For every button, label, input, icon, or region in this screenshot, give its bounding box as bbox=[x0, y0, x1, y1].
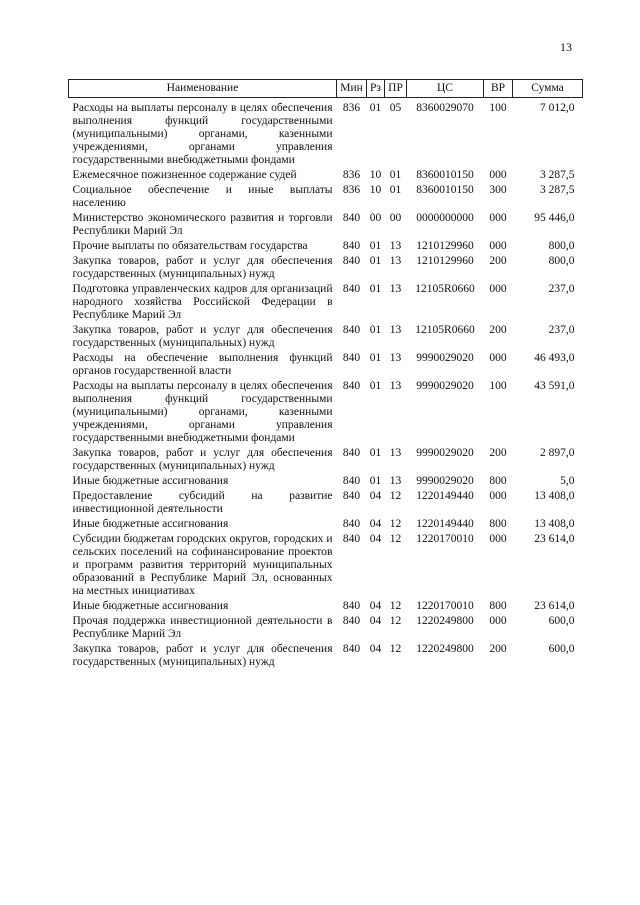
row-cs: 8360029070 bbox=[416, 102, 474, 114]
row-vr: 100 bbox=[489, 102, 507, 114]
header-rz: Рз bbox=[367, 80, 385, 98]
page-number: 13 bbox=[560, 40, 572, 54]
row-sum: 237,0 bbox=[548, 283, 575, 295]
row-pr: 13 bbox=[389, 352, 402, 364]
row-pr: 12 bbox=[389, 490, 402, 502]
row-name: Субсидии бюджетам городских округов, городских и сельских поселений на софинансирование проектов и программ развития территорий муниципальных образований в Республике Марий Эл, основанных на местных инициативах bbox=[72, 533, 333, 597]
row-pr: 13 bbox=[389, 447, 402, 459]
row-name: Закупка товаров, работ и услуг для обеспечения государственных (муниципальных) нужд bbox=[72, 255, 333, 280]
row-rz: 01 bbox=[369, 283, 382, 295]
table-row bbox=[69, 533, 583, 600]
row-pr: 01 bbox=[389, 169, 402, 181]
row-sum: 2 897,0 bbox=[540, 447, 575, 459]
row-name: Прочие выплаты по обязательствам государства bbox=[72, 240, 308, 252]
row-rz: 01 bbox=[369, 255, 382, 267]
row-name: Расходы на выплаты персоналу в целях обеспечения выполнения функций государственными (муниципальными) органами, казенными учреждениями, органами управления государственными внебюджетными фондами bbox=[72, 102, 333, 166]
table-row bbox=[69, 518, 583, 533]
row-vr: 000 bbox=[489, 533, 507, 545]
row-sum: 3 287,5 bbox=[540, 184, 575, 196]
row-min: 840 bbox=[342, 533, 361, 545]
row-sum: 800,0 bbox=[548, 255, 575, 267]
table-row bbox=[69, 283, 583, 324]
row-min: 840 bbox=[342, 212, 361, 224]
row-min: 836 bbox=[342, 102, 361, 114]
row-min: 840 bbox=[342, 475, 361, 487]
row-vr: 100 bbox=[489, 380, 507, 392]
row-rz: 01 bbox=[369, 380, 382, 392]
table-row bbox=[69, 475, 583, 490]
row-min: 840 bbox=[342, 490, 361, 502]
row-pr: 13 bbox=[389, 255, 402, 267]
row-cs: 1220249800 bbox=[416, 615, 474, 627]
row-rz: 04 bbox=[369, 533, 382, 545]
row-rz: 00 bbox=[369, 212, 382, 224]
table-row bbox=[69, 600, 583, 615]
row-pr: 12 bbox=[389, 615, 402, 627]
row-sum: 23 614,0 bbox=[534, 600, 575, 612]
table-row bbox=[69, 324, 583, 352]
table-row bbox=[69, 255, 583, 283]
row-vr: 200 bbox=[489, 324, 507, 336]
row-pr: 05 bbox=[389, 102, 402, 114]
table-row bbox=[69, 380, 583, 447]
row-cs: 1210129960 bbox=[416, 240, 474, 252]
header-cs: ЦС bbox=[407, 80, 484, 98]
table-row bbox=[69, 352, 583, 380]
row-vr: 800 bbox=[489, 475, 507, 487]
row-min: 840 bbox=[342, 380, 361, 392]
row-name: Социальное обеспечение и иные выплаты населению bbox=[72, 184, 333, 209]
row-min: 840 bbox=[342, 324, 361, 336]
row-cs: 8360010150 bbox=[416, 169, 474, 181]
row-cs: 9990029020 bbox=[416, 475, 474, 487]
row-rz: 04 bbox=[369, 518, 382, 530]
row-name: Подготовка управленческих кадров для организаций народного хозяйства Российской Федерации в Республике Марий Эл bbox=[72, 283, 333, 321]
row-pr: 12 bbox=[389, 643, 402, 655]
row-vr: 200 bbox=[489, 447, 507, 459]
row-min: 840 bbox=[342, 518, 361, 530]
header-min: Мин bbox=[337, 80, 367, 98]
row-pr: 13 bbox=[389, 240, 402, 252]
row-vr: 000 bbox=[489, 490, 507, 502]
row-min: 840 bbox=[342, 352, 361, 364]
row-pr: 13 bbox=[389, 475, 402, 487]
row-pr: 13 bbox=[389, 380, 402, 392]
row-cs: 0000000000 bbox=[416, 212, 474, 224]
row-pr: 12 bbox=[389, 533, 402, 545]
row-rz: 01 bbox=[369, 352, 382, 364]
row-cs: 1220149440 bbox=[416, 490, 474, 502]
row-vr: 200 bbox=[489, 255, 507, 267]
row-vr: 200 bbox=[489, 643, 507, 655]
row-name: Прочая поддержка инвестиционной деятельности в Республике Марий Эл bbox=[72, 615, 333, 640]
row-cs: 9990029020 bbox=[416, 380, 474, 392]
row-rz: 04 bbox=[369, 600, 382, 612]
header-vr: ВР bbox=[484, 80, 513, 98]
row-name: Иные бюджетные ассигнования bbox=[72, 518, 229, 530]
row-sum: 43 591,0 bbox=[534, 380, 575, 392]
row-cs: 1220170010 bbox=[416, 533, 474, 545]
row-rz: 01 bbox=[369, 475, 382, 487]
row-rz: 04 bbox=[369, 643, 382, 655]
row-sum: 3 287,5 bbox=[540, 169, 575, 181]
table-row bbox=[69, 447, 583, 475]
row-pr: 12 bbox=[389, 600, 402, 612]
row-pr: 12 bbox=[389, 518, 402, 530]
table-row bbox=[69, 240, 583, 255]
row-cs: 9990029020 bbox=[416, 352, 474, 364]
row-rz: 10 bbox=[369, 184, 382, 196]
row-sum: 237,0 bbox=[548, 324, 575, 336]
row-min: 840 bbox=[342, 447, 361, 459]
row-name: Закупка товаров, работ и услуг для обеспечения государственных (муниципальных) нужд bbox=[72, 643, 333, 668]
row-cs: 12105R0660 bbox=[415, 283, 475, 295]
row-sum: 46 493,0 bbox=[534, 352, 575, 364]
row-vr: 800 bbox=[489, 518, 507, 530]
row-name: Иные бюджетные ассигнования bbox=[72, 475, 229, 487]
row-sum: 95 446,0 bbox=[534, 212, 575, 224]
row-vr: 000 bbox=[489, 615, 507, 627]
table-row bbox=[69, 490, 583, 518]
row-min: 840 bbox=[342, 255, 361, 267]
row-vr: 000 bbox=[489, 352, 507, 364]
row-sum: 23 614,0 bbox=[534, 533, 575, 545]
row-vr: 000 bbox=[489, 169, 507, 181]
row-name: Предоставление субсидий на развитие инвестиционной деятельности bbox=[72, 490, 333, 515]
row-rz: 01 bbox=[369, 447, 382, 459]
row-pr: 00 bbox=[389, 212, 402, 224]
budget-table bbox=[68, 79, 583, 671]
row-sum: 5,0 bbox=[560, 475, 575, 487]
row-name: Ежемесячное пожизненное содержание судей bbox=[72, 169, 297, 181]
row-pr: 13 bbox=[389, 283, 402, 295]
header-name: Наименование bbox=[69, 80, 337, 98]
row-pr: 13 bbox=[389, 324, 402, 336]
row-name: Закупка товаров, работ и услуг для обеспечения государственных (муниципальных) нужд bbox=[72, 447, 333, 472]
table-header-row bbox=[69, 80, 583, 98]
row-cs: 1220170010 bbox=[416, 600, 474, 612]
row-cs: 1220249800 bbox=[416, 643, 474, 655]
row-min: 840 bbox=[342, 643, 361, 655]
row-vr: 300 bbox=[489, 184, 507, 196]
table-row bbox=[69, 615, 583, 643]
row-sum: 13 408,0 bbox=[534, 518, 575, 530]
row-rz: 01 bbox=[369, 324, 382, 336]
row-pr: 01 bbox=[389, 184, 402, 196]
row-rz: 04 bbox=[369, 615, 382, 627]
row-cs: 9990029020 bbox=[416, 447, 474, 459]
row-min: 840 bbox=[342, 283, 361, 295]
row-name: Иные бюджетные ассигнования bbox=[72, 600, 229, 612]
row-sum: 13 408,0 bbox=[534, 490, 575, 502]
table-row bbox=[69, 169, 583, 184]
row-cs: 8360010150 bbox=[416, 184, 474, 196]
row-name: Расходы на выплаты персоналу в целях обеспечения выполнения функций государственными (муниципальными) органами, казенными учреждениями, органами управления государственными внебюджетными фондами bbox=[72, 380, 333, 444]
table-row bbox=[69, 212, 583, 240]
table-row bbox=[69, 102, 583, 169]
row-min: 840 bbox=[342, 240, 361, 252]
row-rz: 01 bbox=[369, 240, 382, 252]
row-cs: 1210129960 bbox=[416, 255, 474, 267]
table-row bbox=[69, 184, 583, 212]
row-min: 840 bbox=[342, 600, 361, 612]
row-sum: 600,0 bbox=[548, 643, 575, 655]
row-sum: 7 012,0 bbox=[540, 102, 575, 114]
header-sum: Сумма bbox=[513, 80, 583, 98]
row-name: Министерство экономического развития и торговли Республики Марий Эл bbox=[72, 212, 333, 237]
row-vr: 000 bbox=[489, 240, 507, 252]
row-cs: 12105R0660 bbox=[415, 324, 475, 336]
row-rz: 04 bbox=[369, 490, 382, 502]
header-pr: ПР bbox=[385, 80, 407, 98]
row-rz: 01 bbox=[369, 102, 382, 114]
row-vr: 000 bbox=[489, 212, 507, 224]
row-vr: 000 bbox=[489, 283, 507, 295]
row-name: Расходы на обеспечение выполнения функций органов государственной власти bbox=[72, 352, 333, 377]
row-sum: 600,0 bbox=[548, 615, 575, 627]
row-cs: 1220149440 bbox=[416, 518, 474, 530]
row-min: 836 bbox=[342, 184, 361, 196]
table-row bbox=[69, 643, 583, 671]
row-vr: 800 bbox=[489, 600, 507, 612]
row-rz: 10 bbox=[369, 169, 382, 181]
row-sum: 800,0 bbox=[548, 240, 575, 252]
row-min: 840 bbox=[342, 615, 361, 627]
row-min: 836 bbox=[342, 169, 361, 181]
row-name: Закупка товаров, работ и услуг для обеспечения государственных (муниципальных) нужд bbox=[72, 324, 333, 349]
